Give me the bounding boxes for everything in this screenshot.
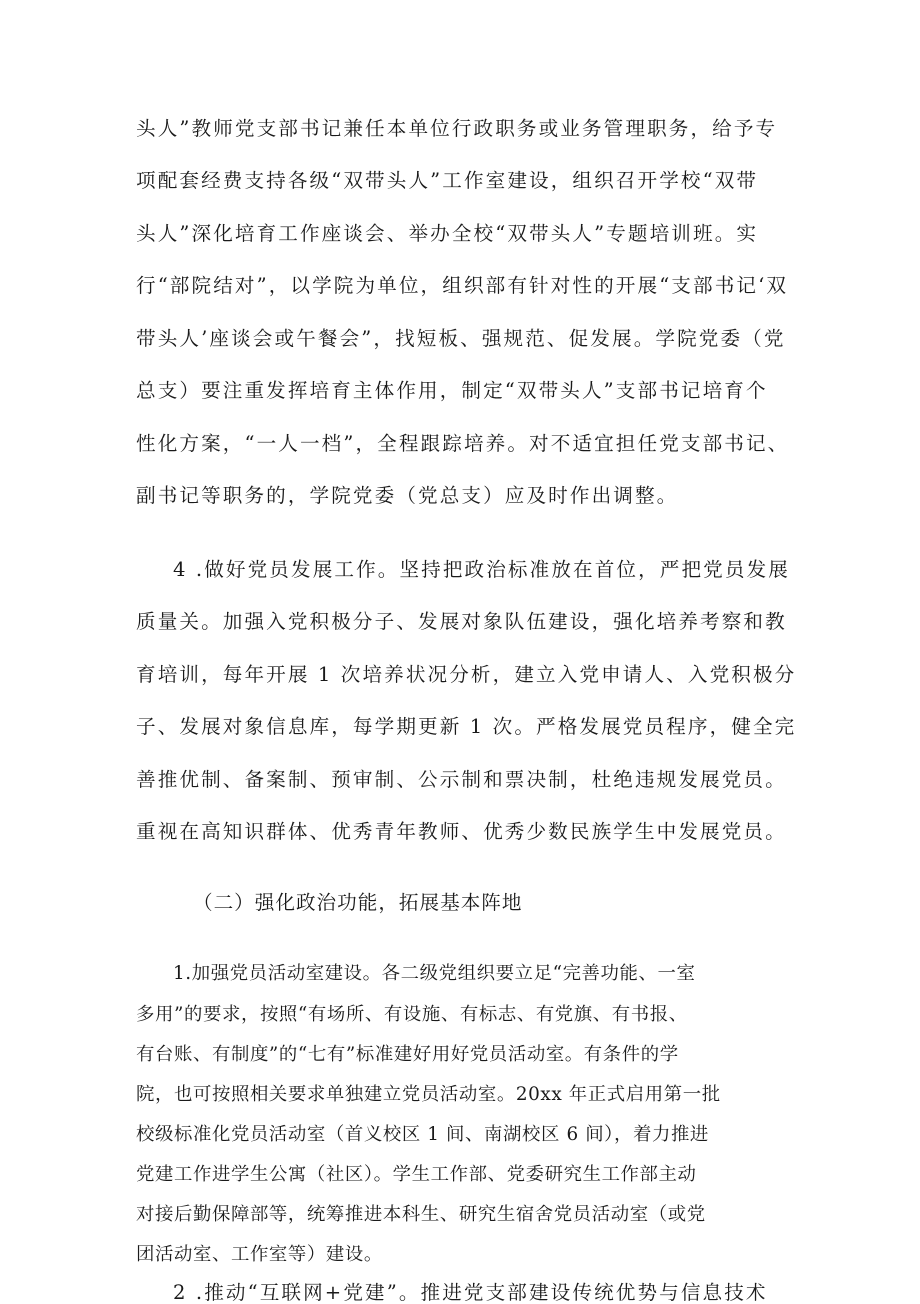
text-line: 1.加强党员活动室建设。各二级党组织要立足“完善功能、一室 (173, 963, 696, 984)
heading-text: （二）强化政治功能，拓展基本阵地 (193, 891, 523, 914)
text-line: 校级标准化党员活动室（首义校区 1 间、南湖校区 6 间），着力推进 (136, 1124, 709, 1145)
text-line: 项配套经费支持各级“双带头人”工作室建设，组织召开学校“双带 (136, 169, 759, 192)
text-line: 带头人’座谈会或午餐会”，找短板、强规范、促发展。学院党委（党 (136, 327, 786, 350)
text-line: 行“部院结对”，以学院为单位，组织部有针对性的开展“支部书记‘双 (136, 274, 789, 297)
text-line: 党建工作进学生公寓（社区）。学生工作部、党委研究生工作部主动 (136, 1164, 697, 1185)
text-line: 多用”的要求，按照“有场所、有设施、有标志、有党旗、有书报、 (136, 1004, 688, 1025)
text-line: 善推优制、备案制、预审制、公示制和票决制，杜绝违规发展党员。 (136, 768, 787, 791)
text-line: 重视在高知识群体、优秀青年教师、优秀少数民族学生中发展党员。 (136, 820, 787, 843)
text-line: 头人”深化培育工作座谈会、举办全校“双带头人”专题培训班。实 (136, 222, 759, 245)
text-line: 总支）要注重发挥培育主体作用，制定“双带头人”支部书记培育个 (136, 379, 768, 402)
text-line: 团活动室、工作室等）建设。 (136, 1244, 383, 1265)
text-line: 质量关。加强入党积极分子、发展对象队伍建设，强化培养考察和教 (136, 610, 787, 633)
text-line: 子、发展对象信息库，每学期更新 1 次。严格发展党员程序，健全完 (136, 715, 797, 738)
text-line: 副书记等职务的，学院党委（党总支）应及时作出调整。 (136, 484, 679, 507)
text-line: 性化方案，“一人一档”，全程跟踪培养。对不适宜担任党支部书记、 (136, 432, 790, 455)
text-line: 4 .做好党员发展工作。坚持把政治标准放在首位，严把党员发展 (173, 558, 790, 581)
text-line: 头人”教师党支部书记兼任本单位行政职务或业务管理职务，给予专 (136, 117, 778, 140)
text-line: 育培训，每年开展 1 次培养状况分析，建立入党申请人、入党积极分 (136, 663, 797, 686)
text-line: 有台账、有制度”的“七有”标准建好用好党员活动室。有条件的学 (136, 1044, 679, 1065)
text-line: 院，也可按照相关要求单独建立党员活动室。20xx 年正式启用第一批 (136, 1084, 721, 1105)
text-line: 2 .推动“互联网+党建”。推进党支部建设传统优势与信息技术 (173, 1281, 768, 1304)
text-line: 对接后勤保障部等，统筹推进本科生、研究生宿舍党员活动室（或党 (136, 1204, 706, 1225)
